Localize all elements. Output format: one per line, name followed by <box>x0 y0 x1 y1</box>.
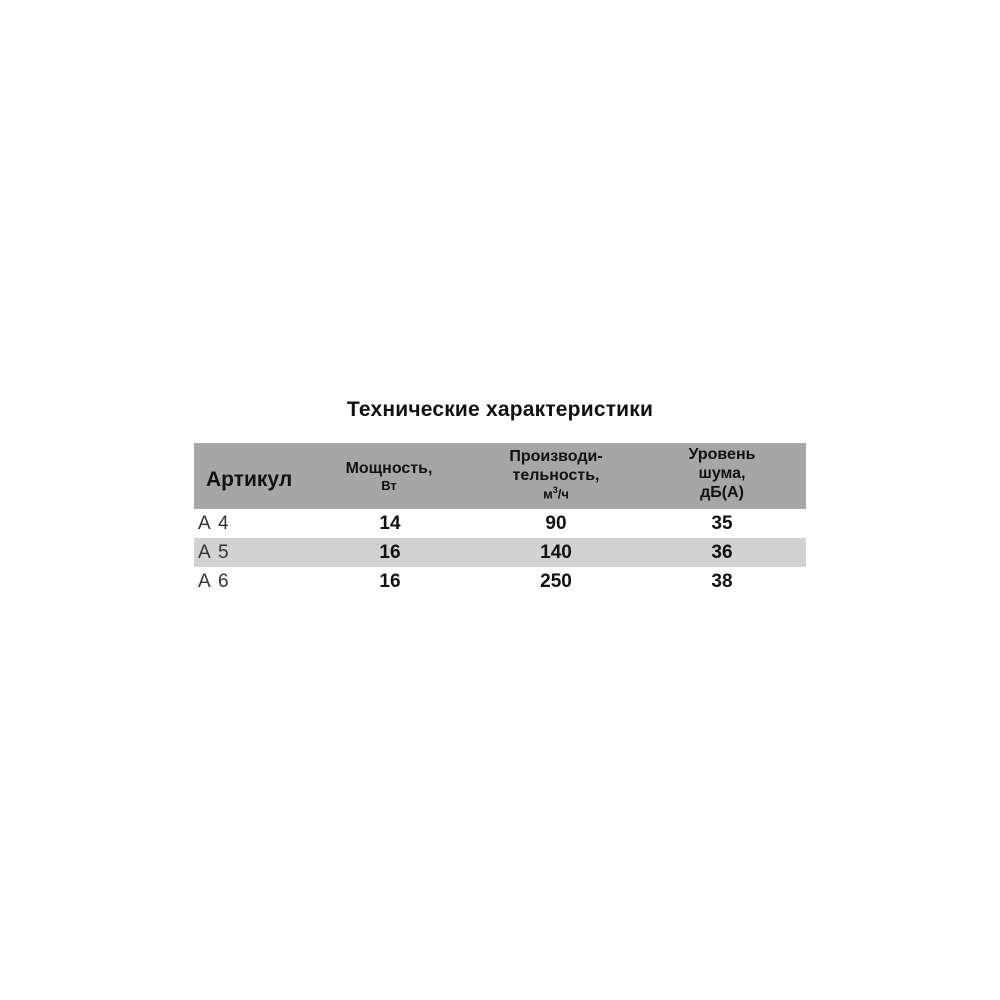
header-article: Артикул <box>206 468 293 491</box>
cell-power: 16 <box>379 571 401 592</box>
header-noise-line1: Уровень <box>688 446 756 463</box>
cell-performance: 250 <box>540 571 572 592</box>
header-perf-line2: тельность, <box>512 467 600 485</box>
cell-noise: 35 <box>711 513 733 534</box>
table-row <box>194 567 806 596</box>
cell-performance: 140 <box>540 542 572 563</box>
header-power-label: Мощность, <box>345 460 433 477</box>
header-performance <box>486 447 626 502</box>
header-noise-unit: дБ(А) <box>700 484 744 502</box>
header-noise-line2: шума, <box>698 465 746 483</box>
header-perf-line1: Производи- <box>509 448 603 465</box>
header-power-unit: Вт <box>381 478 397 494</box>
cell-article: А 5 <box>198 542 230 563</box>
perf-unit-base: м <box>543 486 553 502</box>
header-perf-unit <box>486 485 626 502</box>
header-noise <box>664 445 780 503</box>
perf-unit-sup: 3 <box>552 485 558 496</box>
page-title: Технические характеристики <box>346 398 654 421</box>
table-row <box>194 509 806 538</box>
header-power <box>324 459 454 494</box>
cell-power: 16 <box>379 542 401 563</box>
cell-noise: 36 <box>711 542 733 563</box>
specs-table <box>194 443 806 596</box>
table-header <box>194 443 806 509</box>
cell-performance: 90 <box>545 513 567 534</box>
table-row <box>194 538 806 567</box>
cell-power: 14 <box>379 513 401 534</box>
cell-article: А 6 <box>198 571 230 592</box>
cell-noise: 38 <box>711 571 733 592</box>
cell-article: А 4 <box>198 513 230 534</box>
perf-unit-tail: /ч <box>557 486 569 502</box>
